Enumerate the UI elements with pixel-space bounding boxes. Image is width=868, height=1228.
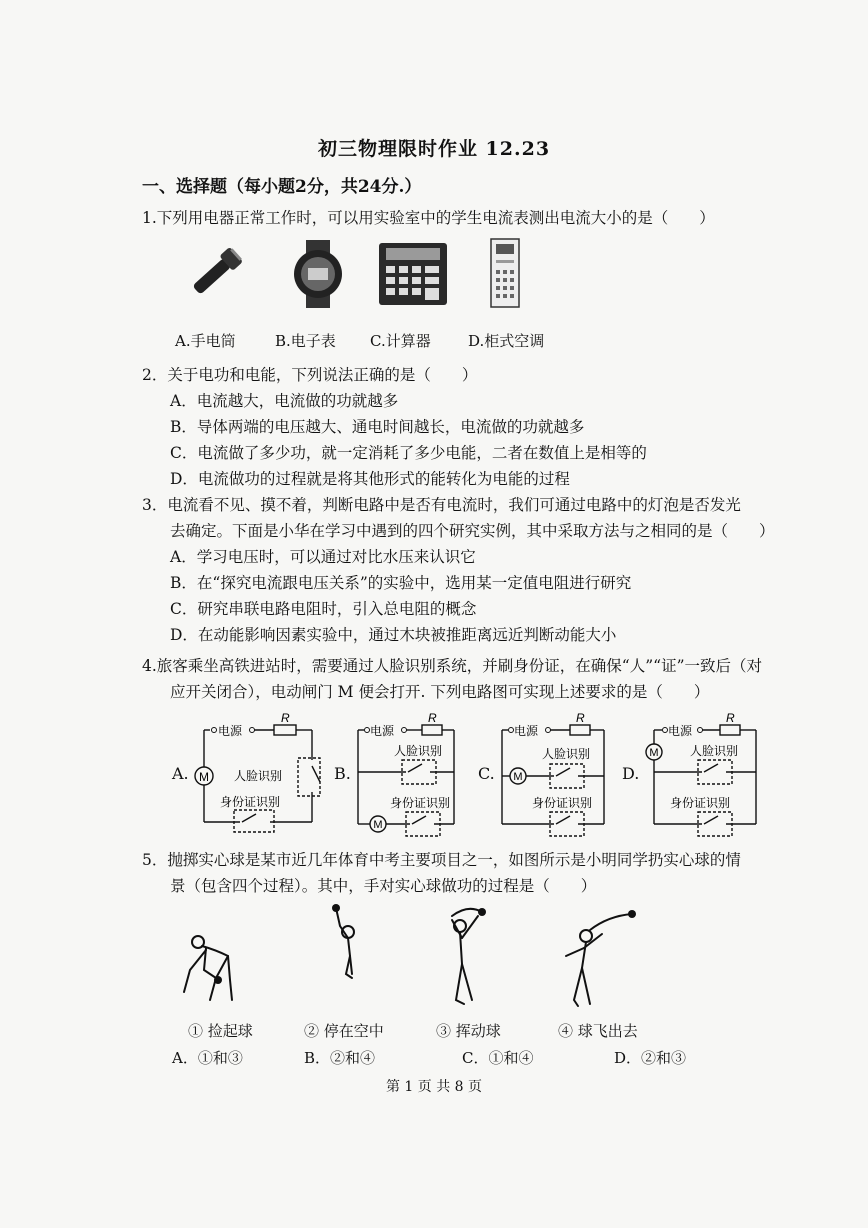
q5-caption-3: ③ 挥动球 bbox=[436, 1022, 501, 1040]
power-label: 电源 bbox=[218, 724, 243, 738]
circuit-a-diagram bbox=[190, 710, 330, 834]
id-switch-label: 身份证识别 bbox=[220, 795, 281, 809]
circuit-d-label: D. bbox=[622, 764, 640, 783]
q3-stem-line2: 去确定。下面是小华在学习中遇到的四个研究实例，其中采取方法与之相同的是（ ） bbox=[170, 522, 775, 540]
air-conditioner-image bbox=[488, 238, 522, 308]
q3-option-a: A．学习电压时，可以通过对比水压来认识它 bbox=[170, 548, 476, 566]
q5-stem-line1: 5．抛掷实心球是某市近几年体育中考主要项目之一，如图所示是小明同学扔实心球的情 bbox=[142, 851, 741, 869]
motor-label: M bbox=[199, 770, 209, 784]
svg-text:人脸识别: 人脸识别 bbox=[542, 747, 591, 761]
q4-stem-line1: 4.旅客乘坐高铁进站时，需要通过人脸识别系统，并刷身份证，在确保“人”“证”一致后（对 bbox=[142, 657, 762, 675]
q2-stem: 2．关于电功和电能，下列说法正确的是（ ） bbox=[142, 366, 478, 384]
q2-option-a: A．电流越大，电流做的功就越多 bbox=[170, 392, 399, 410]
q1-stem: 1.下列用电器正常工作时，可以用实验室中的学生电流表测出电流大小的是（ ） bbox=[142, 209, 715, 227]
q1-option-d: D.柜式空调 bbox=[468, 332, 545, 350]
digital-watch-image bbox=[290, 240, 346, 308]
q3-option-c: C．研究串联电路电阻时，引入总电阻的概念 bbox=[170, 600, 477, 618]
q1-option-a: A.手电筒 bbox=[175, 332, 236, 350]
circuit-c-label: C. bbox=[478, 764, 495, 783]
q3-option-b: B．在“探究电流跟电压关系”的实验中，选用某一定值电阻进行研究 bbox=[170, 574, 632, 592]
q5-option-b: B．②和④ bbox=[304, 1049, 376, 1067]
section-heading: 一、选择题（每小题2分，共24分.） bbox=[142, 177, 422, 197]
svg-text:R: R bbox=[576, 711, 585, 725]
calculator-image bbox=[378, 242, 448, 306]
figure-ball-flies bbox=[560, 904, 640, 1010]
svg-text:M: M bbox=[649, 747, 659, 759]
svg-text:身份证识别: 身份证识别 bbox=[670, 796, 731, 810]
svg-text:M: M bbox=[373, 819, 383, 831]
q5-option-a: A．①和③ bbox=[172, 1049, 243, 1067]
svg-text:身份证识别: 身份证识别 bbox=[390, 796, 451, 810]
q2-option-b: B．导体两端的电压越大、通电时间越长，电流做的功就越多 bbox=[170, 418, 585, 436]
svg-text:R: R bbox=[726, 711, 735, 725]
page-footer: 第 1 页 共 8 页 bbox=[385, 1079, 483, 1095]
figure-swing-ball bbox=[438, 904, 498, 1008]
page-title: 初三物理限时作业 12.23 bbox=[317, 138, 551, 160]
flashlight-image bbox=[186, 240, 248, 306]
q3-option-d: D．在动能影响因素实验中，通过木块被推距离远近判断动能大小 bbox=[170, 626, 617, 644]
svg-text:电源: 电源 bbox=[668, 724, 693, 738]
q1-option-c: C.计算器 bbox=[370, 332, 431, 350]
q2-option-d: D．电流做功的过程就是将其他形式的能转化为电能的过程 bbox=[170, 470, 570, 488]
svg-text:人脸识别: 人脸识别 bbox=[394, 744, 443, 758]
q1-option-b: B.电子表 bbox=[275, 332, 336, 350]
circuit-b-diagram bbox=[350, 710, 462, 840]
figure-hold-still bbox=[322, 902, 366, 982]
circuit-c-diagram bbox=[494, 710, 612, 840]
q5-caption-1: ① 捡起球 bbox=[188, 1022, 253, 1040]
circuit-d-diagram bbox=[640, 710, 764, 840]
q5-stem-line2: 景（包含四个过程）。其中，手对实心球做功的过程是（ ） bbox=[170, 877, 597, 895]
resistor-label: R bbox=[281, 711, 290, 725]
q2-option-c: C．电流做了多少功，就一定消耗了多少电能，二者在数值上是相等的 bbox=[170, 444, 647, 462]
face-switch-label: 人脸识别 bbox=[234, 769, 283, 783]
q3-stem-line1: 3．电流看不见、摸不着，判断电路中是否有电流时，我们可通过电路中的灯泡是否发光 bbox=[142, 496, 741, 514]
svg-text:人脸识别: 人脸识别 bbox=[690, 744, 739, 758]
svg-text:电源: 电源 bbox=[370, 724, 395, 738]
q5-caption-2: ② 停在空中 bbox=[304, 1022, 384, 1040]
q5-caption-4: ④ 球飞出去 bbox=[558, 1022, 638, 1040]
circuit-a-label: A. bbox=[172, 764, 189, 783]
circuit-b-label: B. bbox=[334, 764, 351, 783]
svg-text:M: M bbox=[513, 771, 523, 783]
q4-stem-line2: 应开关闭合），电动闸门 M 便会打开. 下列电路图可实现上述要求的是（ ） bbox=[170, 683, 710, 701]
svg-text:电源: 电源 bbox=[514, 724, 539, 738]
figure-pick-up-ball bbox=[176, 930, 246, 1010]
q5-option-d: D．②和③ bbox=[614, 1049, 687, 1067]
q5-option-c: C．①和④ bbox=[462, 1049, 534, 1067]
svg-text:R: R bbox=[428, 711, 437, 725]
svg-text:身份证识别: 身份证识别 bbox=[532, 796, 593, 810]
